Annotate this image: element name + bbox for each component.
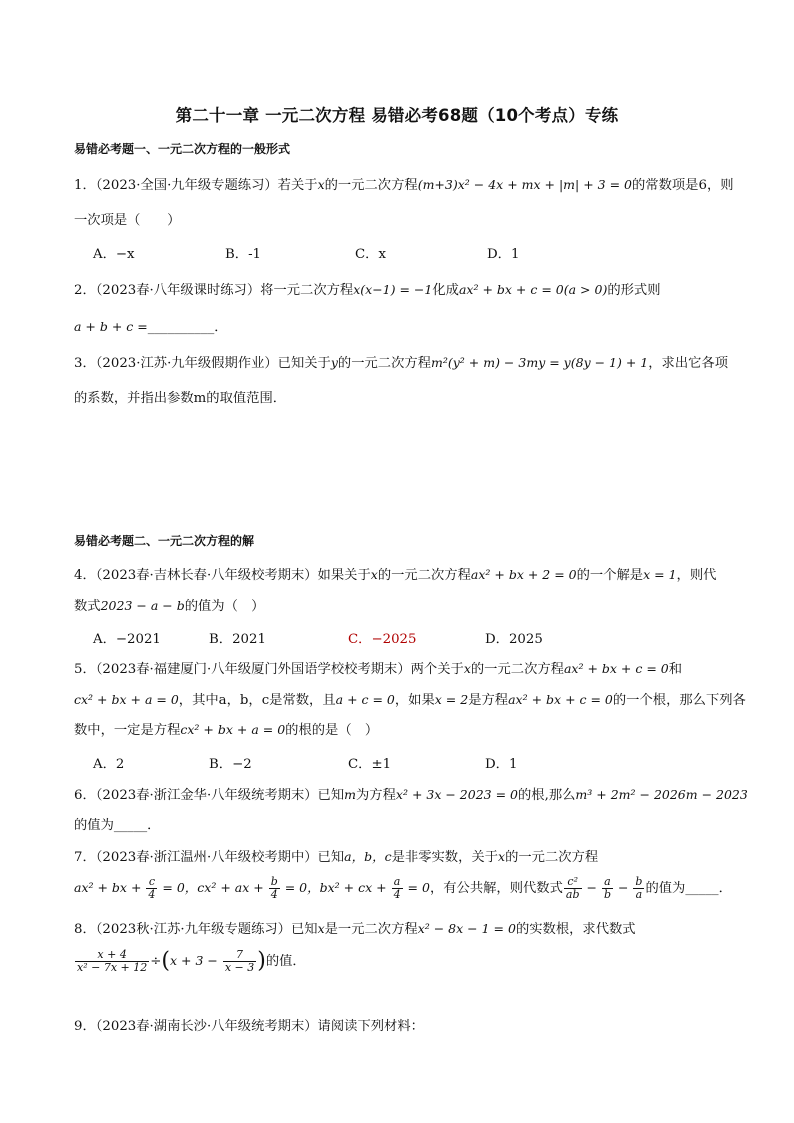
section-heading: 易错必考题一、一元二次方程的一般形式: [74, 142, 291, 156]
answer-blank[interactable]: __________．: [147, 320, 228, 335]
question-5-line-1: 5．（2023春·福建厦门·八年级厦门外国语学校校考期末）两个关于x的一元二次方程ax² + bx + c = 0和: [74, 661, 683, 677]
option-a: A．−2021: [93, 632, 161, 647]
question-7-line-2: ax² + bx + $\frac{c}{4}$ = 0，cx² + ax + $\frac{b}{4}$ = 0，bx² + cx + $\frac{a}{4}$ = 0，有公共解，则代数式 $\frac{\text{c²}}{ab}$ − $\frac{a}{b}$ − $\frac{b}{a}$ 的值为_____．: [74, 875, 732, 901]
option-c: C．x: [355, 247, 386, 262]
question-8-line-1: 8．（2023秋·江苏·九年级专题练习）已知x是一元二次方程x² − 8x − 1 = 0的实数根，求代数式: [74, 921, 636, 937]
option-b: B．-1: [225, 247, 262, 262]
option-c: C．±1: [348, 757, 392, 772]
question-2-line-2: a + b + c =__________．: [74, 319, 228, 335]
question-2-line-1: 2．（2023春·八年级课时练习）将一元二次方程x(x−1) = −1化成ax² + bx + c = 0(a > 0)的形式则: [74, 282, 661, 298]
equation: (m+3)x² − 4x + mx + |m| + 3 = 0: [417, 177, 632, 192]
question-8-line-2: $\frac{x + 4}{\text{x² − 7x + 12}}$ ÷(x + 3 − $\frac{7}{x - 3}$ )的值．: [77, 948, 306, 974]
question-5-line-3: 数中，一定是方程cx² + bx + a = 0的根的是（ ）: [74, 722, 379, 738]
option-c: C．−2025: [348, 632, 417, 647]
question-4-line-1: 4．（2023春·吉林长春·八年级校考期末）如果关于x的一元二次方程ax² + bx + 2 = 0的一个解是x = 1，则代: [74, 567, 717, 583]
question-7-line-1: 7．（2023春·浙江温州·八年级校考期中）已知a，b，c是非零实数，关于x的一元二次方程: [74, 849, 599, 865]
page-title: 第二十一章 一元二次方程 易错必考68题（10个考点）专练: [175, 106, 619, 125]
question-1-line-2: 一次项是（ ）: [74, 213, 181, 228]
question-6-line-1: 6．（2023春·浙江金华·八年级统考期末）已知m为方程x² + 3x − 2023 = 0的根,那么m³ + 2m² − 2026m − 2023: [74, 787, 748, 803]
option-d: D．1: [487, 247, 520, 262]
question-6-line-2: 的值为_____．: [74, 818, 161, 833]
question-4-line-2: 数式2023 − a − b的值为（ ）: [74, 598, 265, 614]
question-9-line-1: 9．（2023春·湖南长沙·八年级统考期末）请阅读下列材料：: [74, 1019, 424, 1034]
option-a: A．2: [93, 757, 125, 772]
question-1-line-1: 1．（2023·全国·九年级专题练习）若关于x的一元二次方程(m+3)x² − 4x + mx + |m| + 3 = 0的常数项是6，则: [74, 177, 734, 193]
option-a: A．−x: [93, 247, 135, 262]
section-heading: 易错必考题二、一元二次方程的解: [74, 534, 255, 548]
option-b: B．−2: [209, 757, 252, 772]
question-3-line-1: 3．（2023·江苏·九年级假期作业）已知关于y的一元二次方程m²(y² + m) − 3my = y(8y − 1) + 1，求出它各项: [74, 355, 729, 371]
option-d: D．1: [485, 757, 518, 772]
option-d: D．2025: [485, 632, 543, 647]
question-5-line-2: cx² + bx + a = 0，其中a，b，c是常数，且a + c = 0，如果x = 2是方程ax² + bx + c = 0的一个根，那么下列各: [74, 692, 746, 708]
question-3-line-2: 的系数，并指出参数m的取值范围．: [74, 391, 287, 406]
answer-blank[interactable]: 的值为_____．: [645, 881, 732, 896]
option-b: B．2021: [209, 632, 266, 647]
